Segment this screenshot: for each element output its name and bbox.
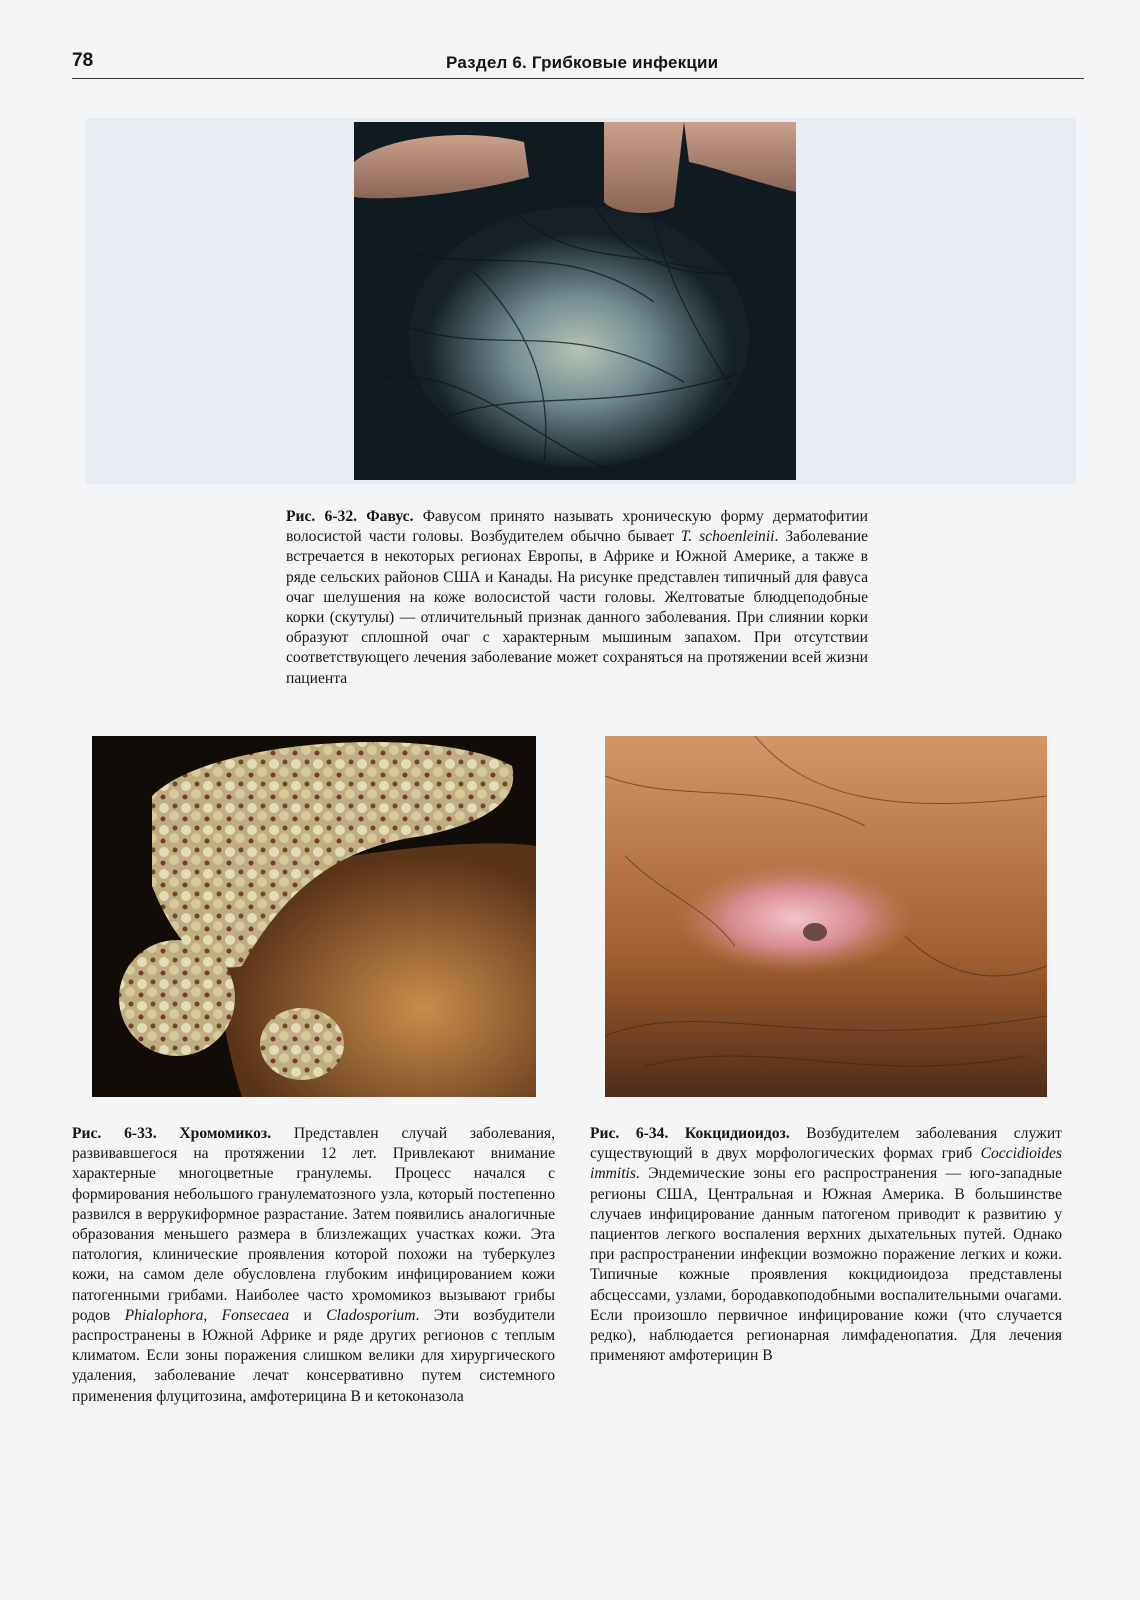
- figure-6-33-photo: [92, 736, 536, 1097]
- genus-name: Fonsecaea: [221, 1306, 290, 1324]
- caption-text: Представлен случай заболевания, развивавшегося на протяжении 12 лет. Привлекают внимание характерные многоцветные гранулемы. Процесс начался с формирования небольшого гранулематозного узла, который постепенно развился в веррукиформное разрастание. Затем появились аналогичные образования меньшего размера в близлежащих участках кожи. Эта патология, клинические проявления которой похожи на туберкулез кожи, на самом деле обусловлена глубоким инфицированием кожи патогенными грибами. Наиболее часто хромомикоз вызывают грибы родов: [72, 1125, 555, 1324]
- figure-6-34-caption: [590, 1124, 1062, 1366]
- caption-text: . Эндемические зоны его распространения — юго-западные регионы США, Центральная и Южная Америка. В большинстве случаев инфицирование данным патогеном приводит к развитию у пациентов легкого воспаления верхних дыхательных путей. Однако при распространении инфекции возможно поражение легких и кожи. Типичные кожные проявления кокцидиоидоза представлены абсцессами, узлами, бородавкоподобными воспалительными очагами. Если произошло первичное инфицирование кожи (что случается редко), наблюдается регионарная лимфаденопатия. Для лечения применяют амфотерицин В: [590, 1165, 1062, 1365]
- figure-6-34-photo: [605, 736, 1047, 1097]
- caption-text: . Эти возбудители распространены в Южной Африке и ряде других регионов с теплым климатом. Если зоны поражения слишком велики для хирургического удаления, заболевание лечат консервативно путем системного применения флуцитозина, амфотерицина В и кетоконазола: [72, 1306, 555, 1405]
- caption-text: Фавусом принято называть хроническую форму дерматофитии волосистой части головы. Возбудителем обычно бывает: [286, 508, 868, 546]
- caption-lead: Рис. 6-34. Кокцидиоидоз.: [590, 1125, 790, 1142]
- caption-text: ,: [203, 1306, 222, 1324]
- caption-text: и: [289, 1306, 327, 1324]
- figure-6-33-caption: [72, 1124, 555, 1407]
- header-rule: [72, 78, 1084, 79]
- caption-lead: Рис. 6-32. Фавус.: [286, 508, 414, 525]
- page-number: 78: [72, 50, 94, 71]
- coccidioidomycosis-skin-photo-icon: [605, 736, 1047, 1097]
- caption-text: . Заболевание встречается в некоторых регионах Европы, в Африке и Южной Америке, а также в ряде сельских районов США и Канады. На рисунке представлен типичный для фавуса очаг шелушения на коже волосистой части головы. Желтоватые блюдцеподобные корки (скутулы) — отличительный признак данного заболевания. При слиянии корки образуют сплошной очаг с характерным мышиным запахом. При отсутствии соответствующего лечения заболевание может сохраняться на протяжении всей жизни пациента: [286, 528, 868, 687]
- caption-lead: Рис. 6-33. Хромомикоз.: [72, 1125, 272, 1142]
- figure-6-32-caption: [286, 507, 868, 689]
- species-name: Coccidioides immitis: [590, 1145, 1062, 1183]
- chromomycosis-skin-photo-icon: [92, 736, 536, 1097]
- favus-scalp-photo-icon: [354, 122, 796, 480]
- figure-6-32-photo: [354, 122, 796, 480]
- species-name: T. schoenleinii: [680, 528, 775, 546]
- genus-name: Cladosporium: [326, 1306, 416, 1324]
- genus-name: Phialophora: [124, 1306, 204, 1324]
- caption-text: Возбудителем заболевания служит существующий в двух морфологических формах гриб: [590, 1125, 1062, 1163]
- section-title: Раздел 6. Грибковые инфекции: [446, 53, 719, 72]
